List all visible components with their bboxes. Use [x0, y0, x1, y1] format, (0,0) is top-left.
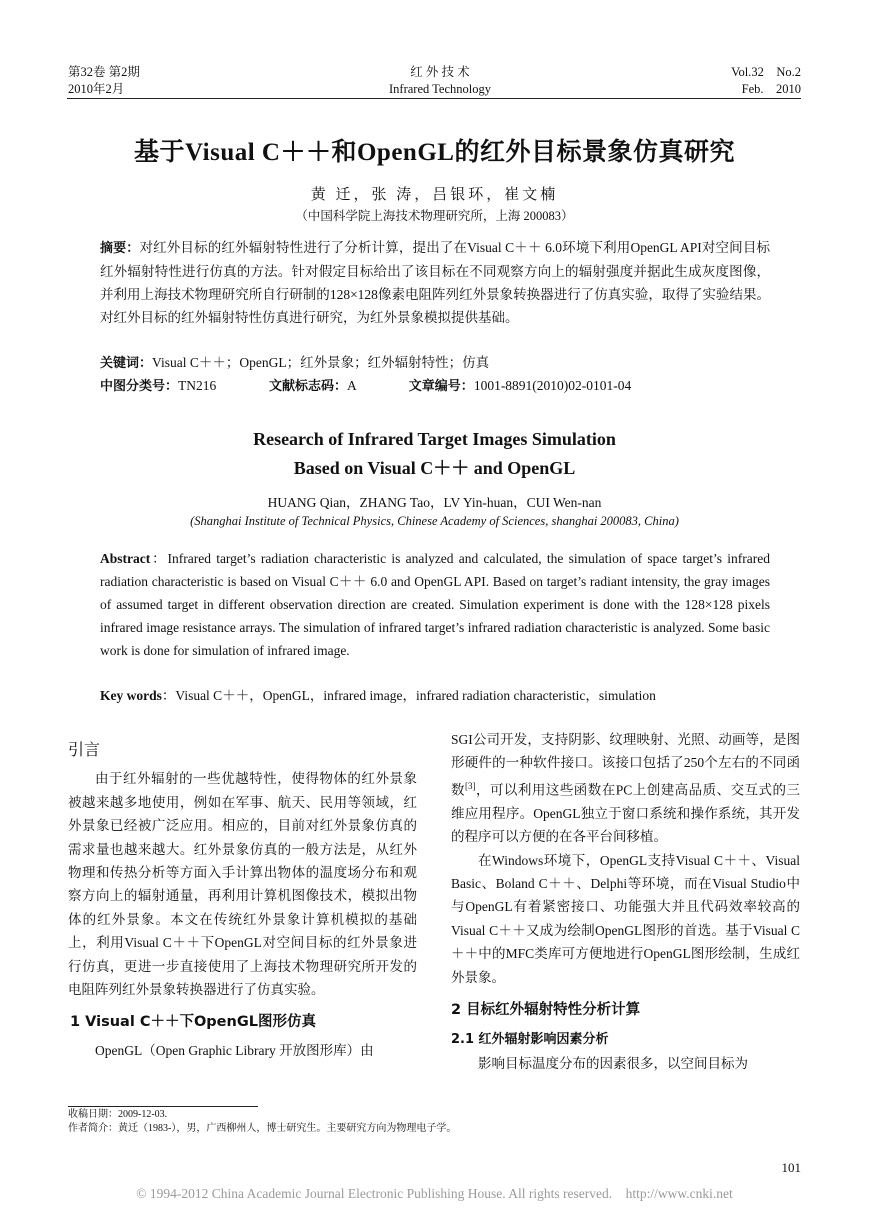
abstract-cn-label: 摘要： [100, 241, 140, 256]
doc-code-label: 文献标志码： [269, 379, 348, 394]
abstract-cn [100, 236, 770, 329]
authors-en: HUANG Qian，ZHANG Tao，LV Yin-huan，CUI Wen-nan [267, 495, 602, 510]
paper-title-en [0, 425, 869, 483]
article-no-value: 1001-8891(2010)02-0101-04 [473, 378, 632, 393]
copyright-watermark: © 1994-2012 China Academic Journal Electronic Publishing House. All rights reserved. http://www.cnki.net [136, 1186, 733, 1201]
header-volume-en: Vol.32 No.2 [731, 65, 801, 79]
header-right [731, 64, 801, 98]
clc-value: TN216 [178, 378, 217, 393]
header-left [68, 64, 140, 98]
keywords-cn-label: 关键词： [100, 356, 153, 371]
section2-heading: 2 目标红外辐射特性分析计算 [451, 1001, 641, 1018]
section21-heading: 2.1 红外辐射影响因素分析 [451, 1032, 609, 1048]
citation-ref: [3] [464, 780, 476, 791]
keywords-cn-text: Visual C＋＋；OpenGL；红外景象；红外辐射特性；仿真 [152, 355, 490, 370]
classification-row [100, 374, 770, 398]
keywords-en-label: Key words [100, 688, 162, 703]
article-no-label: 文章编号： [408, 379, 474, 394]
paper-title-cn: 基于Visual C＋＋和OpenGL的红外目标景象仿真研究 [134, 139, 735, 166]
paper-title-en-line2: Based on Visual C＋＋ and OpenGL [293, 458, 576, 478]
keywords-en-text: ：Visual C＋＋，OpenGL，infrared image，infrared radiation characteristic，simulation [161, 688, 656, 703]
footnote-divider [68, 1106, 258, 1107]
header-center [340, 64, 540, 98]
windows-paragraph: 在Windows环境下，OpenGL支持Visual C＋＋、Visual Basic、Boland C＋＋、Delphi等环境，而在Visual Studio中与OpenGL有着紧密接口、功能强大并且代码效率较高的Visual C＋＋又成为绘制OpenGL图形的首选。基于Visual C＋＋中的MFC类库可方便地进行OpenGL图形绘制，生成红外景象。 [451, 852, 800, 985]
section21-paragraph-start: 影响目标温度分布的因素很多，以空间目标为 [478, 1055, 748, 1071]
journal-name-cn: 红 外 技 术 [410, 65, 470, 79]
footnote-author-bio: 作者简介：黄迁（1983-），男，广西柳州人，博士研究生。主要研究方向为物理电子学。 [68, 1123, 457, 1134]
opengl-paragraph [451, 728, 800, 849]
keywords-cn [100, 351, 489, 375]
authors-cn: 黄 迁，张 涛，吕银环，崔文楠 [310, 187, 559, 203]
body-left-column [68, 738, 417, 1062]
header-date-en: Feb. 2010 [741, 82, 801, 96]
paper-title-en-line1: Research of Infrared Target Images Simulation [253, 429, 616, 449]
body-right-column [451, 728, 800, 1075]
header-date-cn: 2010年2月 [68, 82, 125, 96]
abstract-en [100, 547, 770, 662]
header-volume-cn: 第32卷 第2期 [68, 65, 140, 79]
header-divider [67, 98, 801, 99]
affiliation-cn: （中国科学院上海技术物理研究所，上海 200083） [295, 209, 574, 223]
opengl-paragraph-text-b: ，可以利用这些函数在PC上创建高品质、交互式的三维应用程序。OpenGL独立于窗口系统和操作系统，其开发的程序可以方便的在各平台间移植。 [451, 782, 801, 845]
section1-paragraph-start: OpenGL（Open Graphic Library 开放图形库）由 [95, 1042, 374, 1058]
intro-heading: 引言 [68, 740, 101, 759]
page-number: 101 [781, 1160, 801, 1175]
clc-label: 中图分类号： [100, 379, 179, 394]
affiliation-en: (Shanghai Institute of Technical Physics, Chinese Academy of Sciences, shanghai 200083, China) [190, 514, 679, 528]
abstract-en-label: Abstract [100, 551, 151, 566]
journal-name-en: Infrared Technology [389, 82, 491, 96]
footnote-received: 收稿日期：2009-12-03. [68, 1109, 168, 1120]
keywords-en [100, 684, 656, 704]
intro-paragraph: 由于红外辐射的一些优越特性，使得物体的红外景象被越来越多地使用，例如在军事、航天、民用等领域，红外景象已经被广泛应用。相应的，目前对红外景象仿真的需求量也越来越大。红外景象仿真的一般方法是，从红外物理和传热分析等方面入手计算出物体的温度场分布和观察方向上的辐射通量，再利用计算机图像技术，模拟出物体的红外景象。本文在传统红外景象计算机模拟的基础上，利用Visual C＋＋下OpenGL对空间目标的红外景象进行仿真，更进一步直接使用了上海技术物理研究所开发的电阻阵列红外景象转换器进行了仿真实验。 [68, 771, 417, 998]
section1-heading: 1 Visual C＋＋下OpenGL图形仿真 [70, 1014, 316, 1031]
abstract-cn-text: 对红外目标的红外辐射特性进行了分析计算，提出了在Visual C＋＋ 6.0环境下利用OpenGL API对空间目标红外辐射特性进行仿真的方法。针对假定目标给出了该目标在不同观察方向上的辐射强度并据此生成灰度图像，并利用上海技术物理研究所自行研制的128×128像素电阻阵列红外景象转换器进行了仿真实验，取得了实验结果。对红外目标的红外辐射特性仿真进行研究，为红外景象模拟提供基础。 [100, 240, 770, 325]
doc-code-value: A [347, 378, 357, 393]
opengl-paragraph-text-a: SGI公司开发，支持阴影、纹理映射、光照、动画等，是图形硬件的一种软件接口。该接口包括了250个左右的不同函数 [451, 732, 800, 798]
abstract-en-text: ：Infrared target’s radiation characteristic is analyzed and calculated, the simulation of space target’s infrared radiation characteristic is based on Visual C＋＋ 6.0 and OpenGL API. Based on target’s radiant intensity, the gray images of assumed target in different observation direction are created. Simulation experiment is done with the 128×128 pixels infrared image resistance arrays. The simulation of infrared target’s infrared radiation characteristic is analyzed. Some basic work is done for simulation of infrared image. [100, 551, 770, 658]
